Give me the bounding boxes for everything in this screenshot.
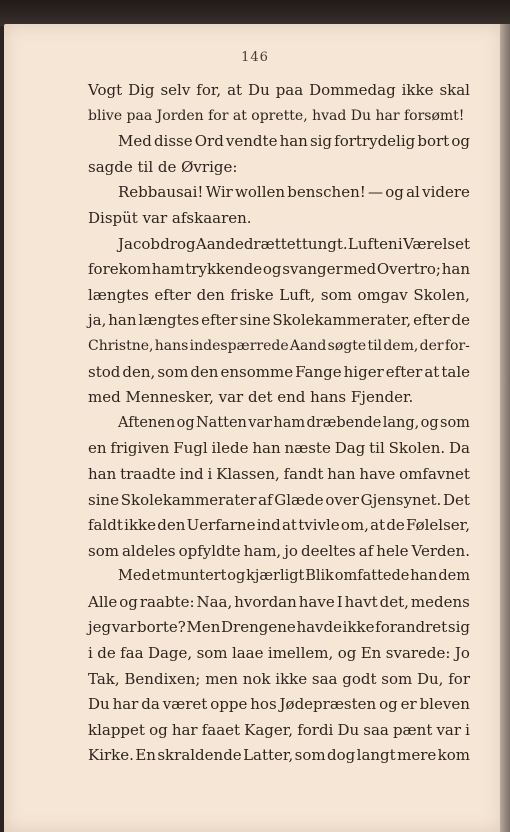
text-line: ja, han længtes efter sine Skolekammerater, efter de <box>88 311 470 330</box>
text-line: en frigiven Fugl ilede han næste Dag til Skolen. Da <box>88 439 470 458</box>
text-line: i de faa Dage, som laae imellem, og En svarede: Jo <box>88 644 470 663</box>
text-line: sagde til de Øvrige: <box>88 157 238 176</box>
text-line: faldt ikke den Uerfarne ind at tvivle om, at de Følelser, <box>88 516 470 535</box>
page-number: 146 <box>241 50 269 65</box>
text-line: blive paa Jorden for at oprette, hvad Du har forsømt! <box>88 107 465 124</box>
text-line: Med disse Ord vendte han sig fortrydelig bort og <box>118 132 470 151</box>
text-line: Vogt Dig selv for, at Du paa Dommedag ikke skal <box>88 81 470 99</box>
text-line: Rebbausai! Wir wollen benschen! — og al videre <box>118 183 470 202</box>
text-line: Jacob drog Aandedrættet tungt. Luften i Værelset <box>118 234 470 253</box>
text-line: sine Skolekammerater af Glæde over Gjensynet. Det <box>88 490 470 509</box>
text-line: længtes efter den friske Luft, som omgav Skolen, <box>88 285 470 304</box>
text-line: Christne, hans indespærrede Aand søgte til dem, der for- <box>88 337 470 354</box>
text-line: som aldeles opfyldte ham, jo deeltes af hele Verden. <box>88 541 470 560</box>
text-line: Alle og raabte: Naa, hvordan have I havt det, medens <box>88 592 470 611</box>
text-line: Tak, Bendixen; men nok ikke saa godt som Du, for <box>88 669 470 688</box>
text-line: Kirke. En skraldende Latter, som dog langt mere kom <box>88 746 470 765</box>
text-line: med Mennesker, var det end hans Fjender. <box>88 388 414 407</box>
text-line: jeg var borte? Men Drengene havde ikke forandret sig <box>88 618 470 637</box>
text-line: Du har da været oppe hos Jødepræsten og er bleven <box>88 695 470 714</box>
body-text <box>88 78 470 769</box>
text-line: klappet og har faaet Kager, fordi Du saa pænt var i <box>88 720 470 739</box>
text-line: stod den, som den ensomme Fange higer efter at tale <box>88 362 470 381</box>
text-line: Dispüt var afskaaren. <box>88 208 252 227</box>
scan-top-edge <box>0 0 510 26</box>
text-line: han traadte ind i Klassen, fandt han have omfavnet <box>88 464 470 483</box>
scan-right-edge <box>500 24 510 832</box>
text-line: Aftenen og Natten var ham dræbende lang, og som <box>118 414 470 431</box>
text-line: forekom ham trykkende og svanger med Overtro; han <box>88 260 470 279</box>
text-line: Med et muntert og kjærligt Blik omfattede han dem <box>118 568 470 585</box>
